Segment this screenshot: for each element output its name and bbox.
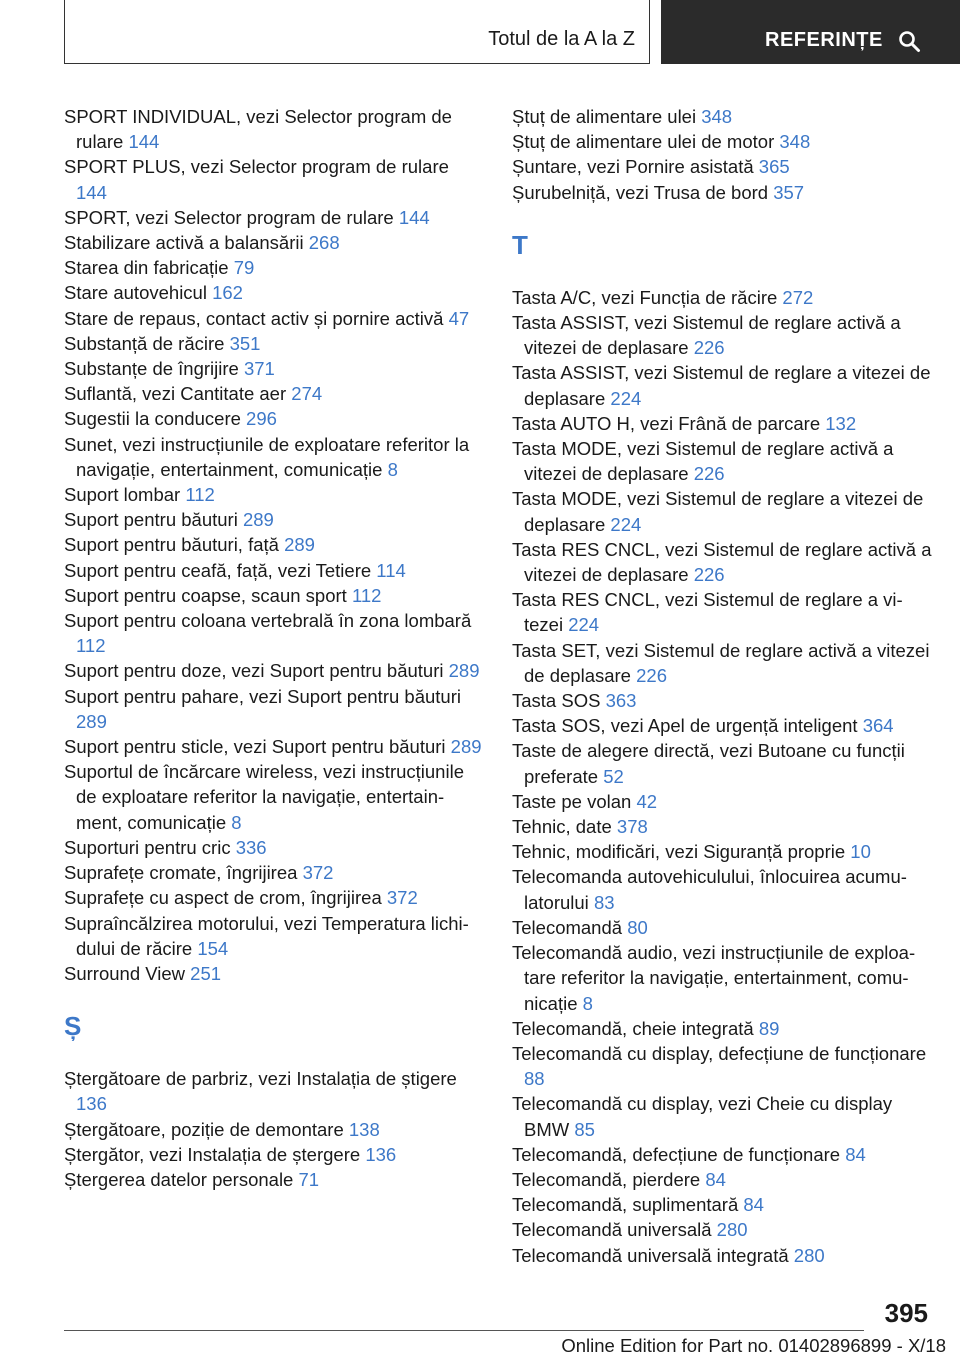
index-entry xyxy=(512,104,932,129)
page-link[interactable]: 79 xyxy=(233,257,255,279)
index-entry xyxy=(512,688,932,713)
page-link[interactable]: 371 xyxy=(243,358,275,380)
index-entry xyxy=(512,1243,932,1268)
page-link[interactable]: 71 xyxy=(298,1168,320,1190)
page-link[interactable]: 289 xyxy=(450,736,482,758)
index-entry-text: Tasta MODE, vezi Sistemul de reglare a vitezei de deplasare xyxy=(512,488,924,535)
index-entry-text: Tasta SOS, vezi Apel de urgență inteligent xyxy=(512,715,858,737)
index-entry-text: Telecomanda autovehiculului, înlocuirea acumulatorului xyxy=(512,866,907,913)
index-entry-text: Tasta A/C, vezi Funcția de răcire xyxy=(512,286,778,308)
index-entry xyxy=(64,381,484,406)
index-entry-text: Ștuț de alimentare ulei xyxy=(512,106,697,127)
page-link[interactable]: 226 xyxy=(693,564,725,586)
index-entry-text: Stare autovehicul xyxy=(64,282,207,304)
index-entry-text: Suport lombar xyxy=(64,484,181,506)
page-link[interactable]: 268 xyxy=(308,232,340,254)
page-link[interactable]: 83 xyxy=(593,891,615,913)
page-link[interactable]: 357 xyxy=(773,181,805,203)
page-link[interactable]: 112 xyxy=(76,635,106,657)
page-link[interactable]: 144 xyxy=(76,181,107,203)
page-link[interactable]: 8 xyxy=(387,458,398,480)
index-entry xyxy=(64,154,484,204)
index-entry xyxy=(512,789,932,814)
index-entry-text: Tasta ASSIST, vezi Sistemul de reglare a vitezei de deplasare xyxy=(512,362,931,409)
index-entry-text: Substanțe de îngrijire xyxy=(64,358,239,380)
page-link[interactable]: 351 xyxy=(229,332,261,354)
index-entry xyxy=(64,406,484,431)
index-entry-text: Telecomandă audio, vezi instrucțiunile de exploatare referitor la navigație, entertainment, comunicație xyxy=(512,942,916,1014)
index-letter-heading: Ș xyxy=(64,1011,82,1042)
page-link[interactable]: 88 xyxy=(524,1068,545,1090)
index-entry xyxy=(512,1192,932,1217)
index-entry-text: Telecomandă universală xyxy=(512,1219,712,1241)
page-link[interactable]: 364 xyxy=(862,715,894,737)
page-link[interactable]: 138 xyxy=(348,1118,380,1140)
page-link[interactable]: 80 xyxy=(627,916,648,938)
index-entry-text: Suflantă, vezi Cantitate aer xyxy=(64,383,287,405)
index-entry xyxy=(512,1041,932,1091)
page-link[interactable]: 280 xyxy=(793,1244,825,1266)
index-entry xyxy=(512,587,932,637)
index-entry xyxy=(64,280,484,305)
page-link[interactable]: 348 xyxy=(701,106,733,127)
index-entry-text: Tasta MODE, vezi Sistemul de reglare activă a vitezei de deplasare xyxy=(512,438,894,485)
index-entry xyxy=(64,432,484,482)
page-link[interactable]: 114 xyxy=(376,559,406,581)
index-entry-text: Telecomandă, defecțiune de funcționare xyxy=(512,1143,841,1165)
index-entry-text: Tehnic, date xyxy=(512,816,612,838)
page-link[interactable]: 372 xyxy=(302,862,334,884)
index-entry xyxy=(64,684,484,734)
page-link[interactable]: 226 xyxy=(693,463,725,485)
index-entry-text: Tasta RES CNCL, vezi Sistemul de reglare a vitezei xyxy=(512,589,903,636)
index-entry xyxy=(64,507,484,532)
index-entry-text: Tasta ASSIST, vezi Sistemul de reglare activă a vitezei de deplasare xyxy=(512,312,901,359)
index-entry-text: Substanță de răcire xyxy=(64,332,225,354)
index-column-right xyxy=(512,104,932,1268)
page-link[interactable]: 348 xyxy=(779,131,811,153)
page-link[interactable]: 224 xyxy=(568,614,600,636)
index-entry xyxy=(64,104,484,154)
index-entry xyxy=(64,835,484,860)
index-entry xyxy=(64,255,484,280)
index-entry xyxy=(64,1117,484,1142)
page-link[interactable]: 336 xyxy=(235,836,267,858)
page-link[interactable]: 136 xyxy=(365,1143,397,1165)
index-entry xyxy=(512,1167,932,1192)
page-link[interactable]: 154 xyxy=(197,937,229,959)
index-entry xyxy=(512,310,932,360)
index-entry-text: Suportul de încărcare wireless, vezi instrucțiunile de exploatare referitor la navigație, entertainment, comunicație xyxy=(64,761,464,833)
index-entry xyxy=(512,864,932,914)
index-entry-text: Tasta SET, vezi Sistemul de reglare activă a vitezei de deplasare xyxy=(512,639,930,686)
page-number: 395 xyxy=(884,1298,928,1328)
index-entry xyxy=(64,356,484,381)
page-link[interactable]: 84 xyxy=(705,1168,726,1190)
index-entry-text: Suport pentru doze, vezi Suport pentru băuturi xyxy=(64,660,444,682)
page-link[interactable]: 289 xyxy=(284,534,315,556)
index-entry-text: Suport pentru sticle, vezi Suport pentru băuturi xyxy=(64,736,446,758)
page-link[interactable]: 112 xyxy=(185,484,215,506)
index-entry xyxy=(64,558,484,583)
page-link[interactable]: 84 xyxy=(743,1194,764,1216)
page-link[interactable]: 372 xyxy=(386,887,418,909)
index-entry xyxy=(512,915,932,940)
index-entry-text: Telecomandă, suplimentară xyxy=(512,1194,739,1216)
section-tab[interactable] xyxy=(64,0,650,64)
footer-divider xyxy=(64,1330,864,1331)
index-entry-text: Ștuț de alimentare ulei de motor xyxy=(512,131,775,153)
index-entry-text: Telecomandă, cheie integrată xyxy=(512,1017,754,1039)
index-entry-text: Sunet, vezi instrucțiunile de exploatare referitor la navigație, entertainment, comunicație xyxy=(64,433,470,480)
page-link[interactable]: 47 xyxy=(448,307,470,329)
index-entry-text: Telecomandă cu display, vezi Cheie cu display BMW xyxy=(512,1093,893,1140)
index-entry-text: SPORT, vezi Selector program de rulare xyxy=(64,206,394,228)
index-entry xyxy=(64,860,484,885)
index-entry-text: Taste de alegere directă, vezi Butoane cu funcții preferate xyxy=(512,740,905,787)
index-entry xyxy=(512,537,932,587)
index-entry xyxy=(512,738,932,788)
index-entry xyxy=(64,1066,484,1116)
index-entry-text: Telecomandă xyxy=(512,916,623,938)
index-entry xyxy=(512,436,932,486)
page-link[interactable]: 289 xyxy=(76,710,107,732)
index-entry xyxy=(512,411,932,436)
page-link[interactable]: 162 xyxy=(212,282,243,304)
page-link[interactable]: 136 xyxy=(76,1093,107,1115)
index-entry-text: Șuntare, vezi Pornire asistată xyxy=(512,156,754,178)
index-column-left xyxy=(64,104,484,1192)
index-entry-text: Suport pentru băuturi xyxy=(64,509,238,531)
index-entry xyxy=(512,1016,932,1041)
page-link[interactable]: 280 xyxy=(716,1219,748,1241)
index-entry-text: Surround View xyxy=(64,962,186,984)
index-entry-text: Tehnic, modificări, vezi Siguranță proprie xyxy=(512,841,846,863)
index-entry xyxy=(512,940,932,1016)
index-entry xyxy=(512,839,932,864)
index-entry-text: Stare de repaus, contact activ și pornire activă xyxy=(64,307,444,329)
index-entry-text: Suport pentru coloana vertebrală în zona lombară xyxy=(64,610,472,632)
page-link[interactable]: 52 xyxy=(603,765,624,787)
index-entry-text: Suport pentru pahare, vezi Suport pentru băuturi xyxy=(64,685,461,707)
index-entry xyxy=(64,205,484,230)
index-entry xyxy=(64,230,484,255)
index-entry-text: Telecomandă cu display, defecțiune de funcționare xyxy=(512,1042,927,1064)
index-entry-text: Suport pentru coapse, scaun sport xyxy=(64,584,347,606)
page-link[interactable]: 289 xyxy=(448,660,480,682)
index-entry xyxy=(512,814,932,839)
page-link[interactable]: 226 xyxy=(636,664,667,686)
page-link[interactable]: 251 xyxy=(190,962,222,984)
index-entry xyxy=(512,154,932,179)
index-letter-heading: T xyxy=(512,229,528,260)
page-link[interactable]: 224 xyxy=(610,387,642,409)
page-link[interactable]: 8 xyxy=(582,992,593,1014)
page-link[interactable]: 42 xyxy=(636,790,658,812)
index-entry-text: Suprafețe cu aspect de crom, îngrijirea xyxy=(64,887,382,909)
page-link[interactable]: 8 xyxy=(231,811,242,833)
page-link[interactable]: 132 xyxy=(825,412,857,434)
index-entry-text: Tasta AUTO H, vezi Frână de parcare xyxy=(512,412,821,434)
index-entry xyxy=(512,360,932,410)
index-entry-text: Ștergătoare, poziție de demontare xyxy=(64,1118,344,1140)
references-tab-label: REFERINȚE xyxy=(765,29,883,51)
page-link[interactable]: 89 xyxy=(758,1017,780,1039)
index-entry-text: Ștergătoare de parbriz, vezi Instalația de știgere xyxy=(64,1068,457,1090)
index-entry-text: Stabilizare activă a balansării xyxy=(64,232,304,254)
index-entry xyxy=(512,1142,932,1167)
index-entry xyxy=(512,1091,932,1141)
page-link[interactable]: 85 xyxy=(574,1118,595,1140)
index-entry xyxy=(512,486,932,536)
section-tab-label: Totul de la A la Z xyxy=(488,28,635,50)
index-entry-text: Telecomandă, pierdere xyxy=(512,1168,701,1190)
page-link[interactable]: 363 xyxy=(605,690,637,712)
index-entry-text: Suport pentru ceafă, față, vezi Tetiere xyxy=(64,559,372,581)
page-link[interactable]: 365 xyxy=(758,156,790,178)
index-entry xyxy=(64,331,484,356)
index-entry-text: Starea din fabricație xyxy=(64,257,229,279)
page-link[interactable]: 274 xyxy=(291,383,323,405)
index-entry-text: Supraîncălzirea motorului, vezi Temperatura lichidului de răcire xyxy=(64,912,469,959)
page-link[interactable]: 144 xyxy=(398,206,430,228)
index-entry-text: Șurubelniță, vezi Trusa de bord xyxy=(512,181,769,203)
index-entry-text: Taste pe volan xyxy=(512,790,632,812)
index-entry xyxy=(64,734,484,759)
page-link[interactable]: 144 xyxy=(128,131,160,153)
index-entry-text: Tasta RES CNCL, vezi Sistemul de reglare activă a vitezei de deplasare xyxy=(512,538,932,586)
index-entry xyxy=(512,1217,932,1242)
index-entry xyxy=(512,285,932,310)
index-entry xyxy=(64,532,484,557)
page-link[interactable]: 296 xyxy=(246,408,277,430)
page-link[interactable]: 378 xyxy=(616,816,648,838)
page-link[interactable]: 224 xyxy=(610,513,642,535)
index-entry xyxy=(512,129,932,154)
page-link[interactable]: 226 xyxy=(693,337,725,359)
index-entry-text: Tasta SOS xyxy=(512,690,601,712)
index-entry-text: Ștergerea datelor personale xyxy=(64,1168,294,1190)
references-tab[interactable] xyxy=(661,0,960,64)
page-link[interactable]: 272 xyxy=(782,286,814,308)
page-link[interactable]: 84 xyxy=(845,1143,866,1165)
index-entry xyxy=(64,911,484,961)
index-entry xyxy=(512,713,932,738)
page-link[interactable]: 289 xyxy=(242,509,274,531)
index-entry xyxy=(64,961,484,986)
edition-text: Online Edition for Part no. 01402896899 - X/18 xyxy=(561,1335,946,1356)
index-entry-text: Ștergător, vezi Instalația de ștergere xyxy=(64,1143,361,1165)
search-icon[interactable] xyxy=(897,29,921,53)
index-entry-text: SPORT INDIVIDUAL, vezi Selector program de rulare xyxy=(64,106,452,153)
index-entry-text: Sugestii la conducere xyxy=(64,408,241,430)
index-entry xyxy=(64,482,484,507)
index-entry-text: SPORT PLUS, vezi Selector program de rulare xyxy=(64,156,449,178)
index-entry xyxy=(64,306,484,331)
index-entry xyxy=(64,759,484,835)
index-entry-text: Suport pentru băuturi, față xyxy=(64,534,279,556)
index-entry xyxy=(64,583,484,608)
index-entry xyxy=(64,885,484,910)
page-link[interactable]: 112 xyxy=(351,584,382,606)
index-entry-text: Telecomandă universală integrată xyxy=(512,1244,789,1266)
index-entry xyxy=(512,638,932,688)
index-entry xyxy=(64,608,484,658)
page-link[interactable]: 10 xyxy=(850,841,871,863)
index-entry-text: Suporturi pentru cric xyxy=(64,836,231,858)
index-entry xyxy=(512,180,932,205)
index-entry-text: Suprafețe cromate, îngrijirea xyxy=(64,862,298,884)
index-entry xyxy=(64,658,484,683)
index-entry xyxy=(64,1142,484,1167)
index-entry xyxy=(64,1167,484,1192)
